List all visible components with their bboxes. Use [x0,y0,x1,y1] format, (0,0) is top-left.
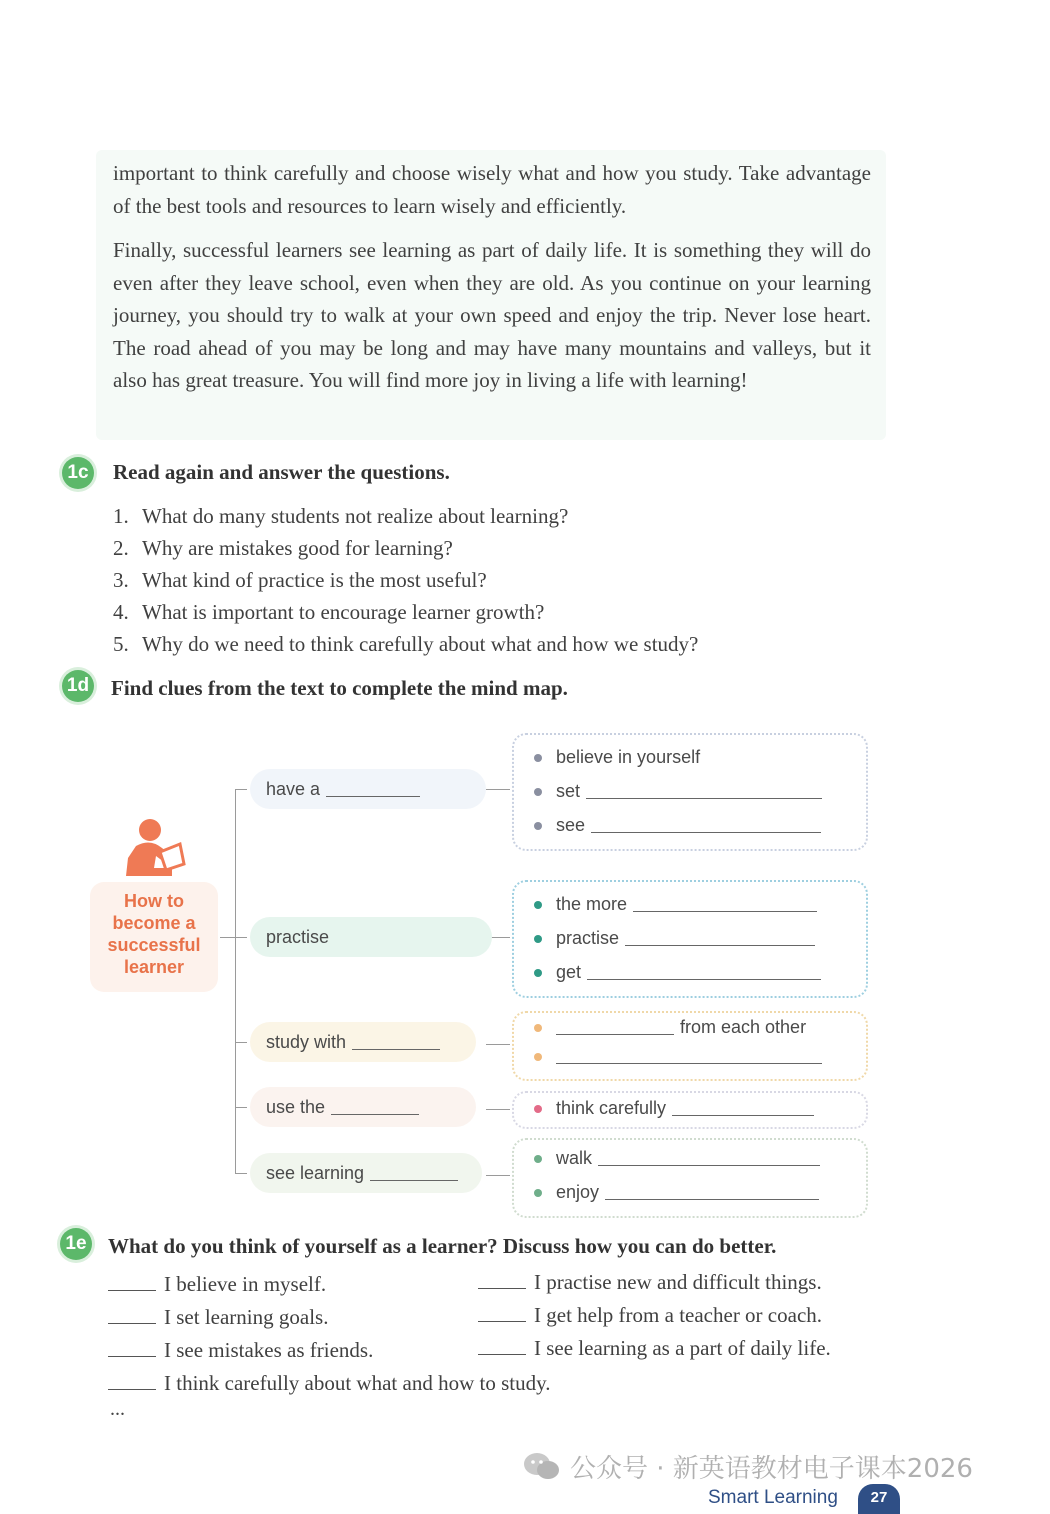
connector-branch-1 [235,789,247,790]
checklist-right-1: I practise new and difficult things. [478,1270,822,1295]
question-3: 3. What kind of practice is the most useful? [113,568,487,592]
mind-map-box-4 [512,1091,868,1129]
box3-item-1: from each other [534,1017,806,1038]
box1-item-3: see [534,815,821,836]
mind-map-center-label: How to become a successful learner [107,891,201,977]
connector-branch-3 [235,1042,247,1043]
box4-item-1: think carefully [534,1098,814,1119]
section-1d-title: Find clues from the text to complete the mind map. [111,676,568,700]
connector-box-3 [486,1044,510,1045]
section-1e-title: What do you think of yourself as a learner? Discuss how you can do better. [108,1234,777,1258]
question-5: 5. Why do we need to think carefully about what and how we study? [113,632,699,656]
wechat-icon [522,1450,562,1482]
watermark-text: 公众号 · 新英语教材电子课本2026 [570,1454,973,1484]
box3-item-2 [534,1049,822,1064]
mind-map-box-2 [512,880,868,998]
mind-map-box-5 [512,1138,868,1218]
checklist-left-2: I set learning goals. [108,1305,328,1330]
reading-paragraph-1: important to think carefully and choose wisely what and how you study. Take advantage of the best tools and resources to learn wisely and efficiently. [113,161,871,218]
box5-item-1: walk [534,1148,820,1169]
reading-paragraph-2: Finally, successful learners see learning as part of daily life. It is something they will do even after they leave school, even when they are old. As you continue on your learning journey, you should try to walk at your own speed and enjoy the trip. Never lose heart. The road ahead of you may be long and may have many mountains and valleys, but it also has great treasure. You will find more joy in living a life with learning! [113,238,871,392]
connector-branch-5 [235,1173,247,1174]
box2-item-3: get [534,962,821,983]
question-4: 4. What is important to encourage learner growth? [113,600,545,624]
branch-have-a: have a [250,769,486,809]
box5-item-2: enjoy [534,1182,819,1203]
checklist-left-1: I believe in myself. [108,1272,326,1297]
checklist-right-3: I see learning as a part of daily life. [478,1336,831,1361]
connector-box-1 [486,789,510,790]
box2-item-2: practise [534,928,815,949]
question-1: 1. What do many students not realize about learning? [113,504,569,528]
checklist-ellipsis: ... [110,1398,125,1420]
section-1e-badge: 1e [60,1228,92,1260]
mind-map-box-1 [512,733,868,851]
box1-item-2: set [534,781,822,802]
question-2: 2. Why are mistakes good for learning? [113,536,453,560]
section-1c-badge: 1c [62,457,94,489]
connector-trunk [235,789,236,1174]
mind-map-box-3 [512,1011,868,1081]
connector-box-5 [486,1175,510,1176]
connector-branch-4 [235,1107,247,1108]
checklist-left-4: I think carefully about what and how to study. [108,1371,550,1396]
checklist-right-2: I get help from a teacher or coach. [478,1303,822,1328]
checklist-left-3: I see mistakes as friends. [108,1338,373,1363]
branch-study-with: study with [250,1022,476,1062]
connector-branch-2 [235,937,247,938]
connector-center [220,937,236,938]
box2-item-1: the more [534,894,817,915]
box1-item-1: believe in yourself [534,747,700,768]
page-number-badge: 27 [858,1484,900,1514]
branch-use-the: use the [250,1087,476,1127]
running-title: Smart Learning [708,1487,838,1508]
branch-see-learning: see learning [250,1153,482,1193]
connector-box-4 [486,1109,510,1110]
branch-practise: practise [250,917,492,957]
section-1d-badge: 1d [62,670,94,702]
section-1c-title: Read again and answer the questions. [113,460,450,484]
learner-reading-icon [118,818,188,880]
